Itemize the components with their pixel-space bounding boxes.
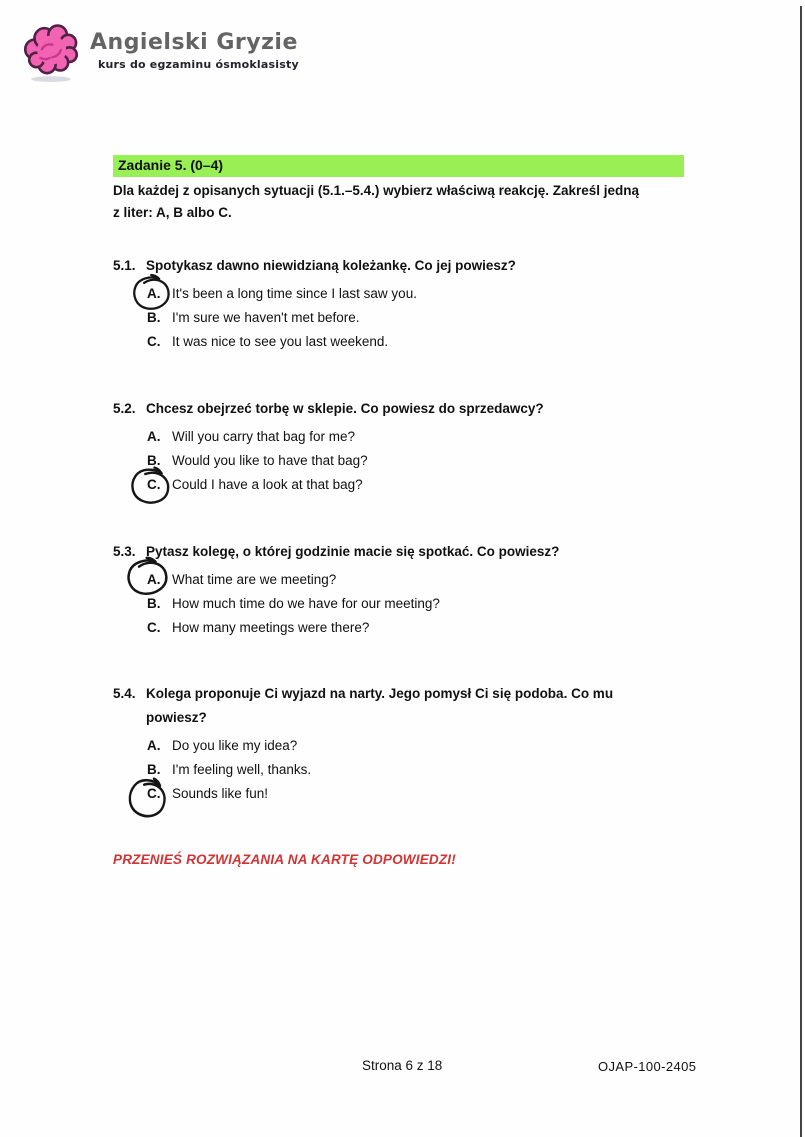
page-edge-line: [800, 6, 802, 1137]
options-list: [113, 425, 544, 497]
option-letter: B.: [147, 596, 161, 611]
option-row[interactable]: [113, 330, 516, 354]
option-letter: C.: [147, 334, 161, 349]
footer-booklet-code: OJAP-100-2405: [598, 1059, 697, 1074]
task-instructions: [113, 180, 639, 224]
option-row[interactable]: [113, 306, 516, 330]
task-instructions-line-1: Dla każdej z opisanych sytuacji (5.1.–5.4.) wybierz właściwą reakcję. Zakreśl jedną: [113, 183, 640, 198]
question-number: 5.4.: [113, 686, 136, 701]
option-letter: C.: [147, 620, 161, 635]
option-text: Would you like to have that bag?: [172, 453, 368, 468]
option-letter: C.: [147, 786, 161, 801]
option-letter: A.: [147, 429, 161, 444]
question-text: Spotykasz dawno niewidzianą koleżankę. Co jej powiesz?: [146, 258, 516, 273]
option-text: It was nice to see you last weekend.: [172, 334, 389, 349]
question-text: powiesz?: [146, 710, 207, 725]
question-number: 5.3.: [113, 544, 136, 559]
option-row[interactable]: [113, 425, 544, 449]
question-line: [113, 397, 544, 421]
option-row[interactable]: [113, 758, 613, 782]
option-row[interactable]: [113, 568, 559, 592]
question-text: Chcesz obejrzeć torbę w sklepie. Co powiesz do sprzedawcy?: [146, 401, 544, 416]
question-5-1: [113, 254, 516, 354]
option-text: Do you like my idea?: [172, 738, 298, 753]
question-line: [113, 682, 613, 706]
options-list: [113, 568, 559, 640]
option-text: How much time do we have for our meeting?: [172, 596, 440, 611]
question-5-2: [113, 397, 544, 497]
option-text: I'm sure we haven't met before.: [172, 310, 360, 325]
option-row[interactable]: [113, 734, 613, 758]
option-letter: B.: [147, 762, 161, 777]
question-5-4: [113, 682, 613, 806]
brain-icon: [18, 20, 84, 84]
option-letter: C.: [147, 477, 161, 492]
transfer-note: PRZENIEŚ ROZWIĄZANIA NA KARTĘ ODPOWIEDZI!: [113, 852, 456, 867]
option-text: Will you carry that bag for me?: [172, 429, 356, 444]
option-text: I'm feeling well, thanks.: [172, 762, 312, 777]
option-text: Could I have a look at that bag?: [172, 477, 363, 492]
option-row[interactable]: [113, 449, 544, 473]
question-text: Pytasz kolegę, o której godzinie macie się spotkać. Co powiesz?: [146, 544, 560, 559]
options-list: [113, 282, 516, 354]
logo-text: [90, 20, 299, 71]
option-letter: B.: [147, 453, 161, 468]
question-line: [113, 254, 516, 278]
logo-subtitle: kurs do egzaminu ósmoklasisty: [98, 58, 299, 71]
option-letter: B.: [147, 310, 161, 325]
question-line: [113, 540, 559, 564]
option-text: How many meetings were there?: [172, 620, 370, 635]
option-row[interactable]: [113, 473, 544, 497]
question-number: 5.2.: [113, 401, 136, 416]
option-text: It's been a long time since I last saw you.: [172, 286, 417, 301]
option-text: What time are we meeting?: [172, 572, 337, 587]
option-row[interactable]: [113, 782, 613, 806]
option-text: Sounds like fun!: [172, 786, 269, 801]
question-5-3: [113, 540, 559, 640]
option-row[interactable]: [113, 282, 516, 306]
option-letter: A.: [147, 572, 161, 587]
question-number: 5.1.: [113, 258, 136, 273]
footer-page-number: Strona 6 z 18: [362, 1058, 443, 1073]
task-instructions-line-2: z liter: A, B albo C.: [113, 205, 232, 220]
logo: [18, 20, 299, 84]
question-line-continued: [113, 706, 613, 730]
question-text: Kolega proponuje Ci wyjazd na narty. Jego pomysł Ci się podoba. Co mu: [146, 686, 614, 701]
option-letter: A.: [147, 286, 161, 301]
options-list: [113, 734, 613, 806]
task-header: Zadanie 5. (0–4): [113, 155, 684, 177]
logo-title: Angielski Gryzie: [90, 30, 298, 55]
option-row[interactable]: [113, 592, 559, 616]
option-letter: A.: [147, 738, 161, 753]
option-row[interactable]: [113, 616, 559, 640]
